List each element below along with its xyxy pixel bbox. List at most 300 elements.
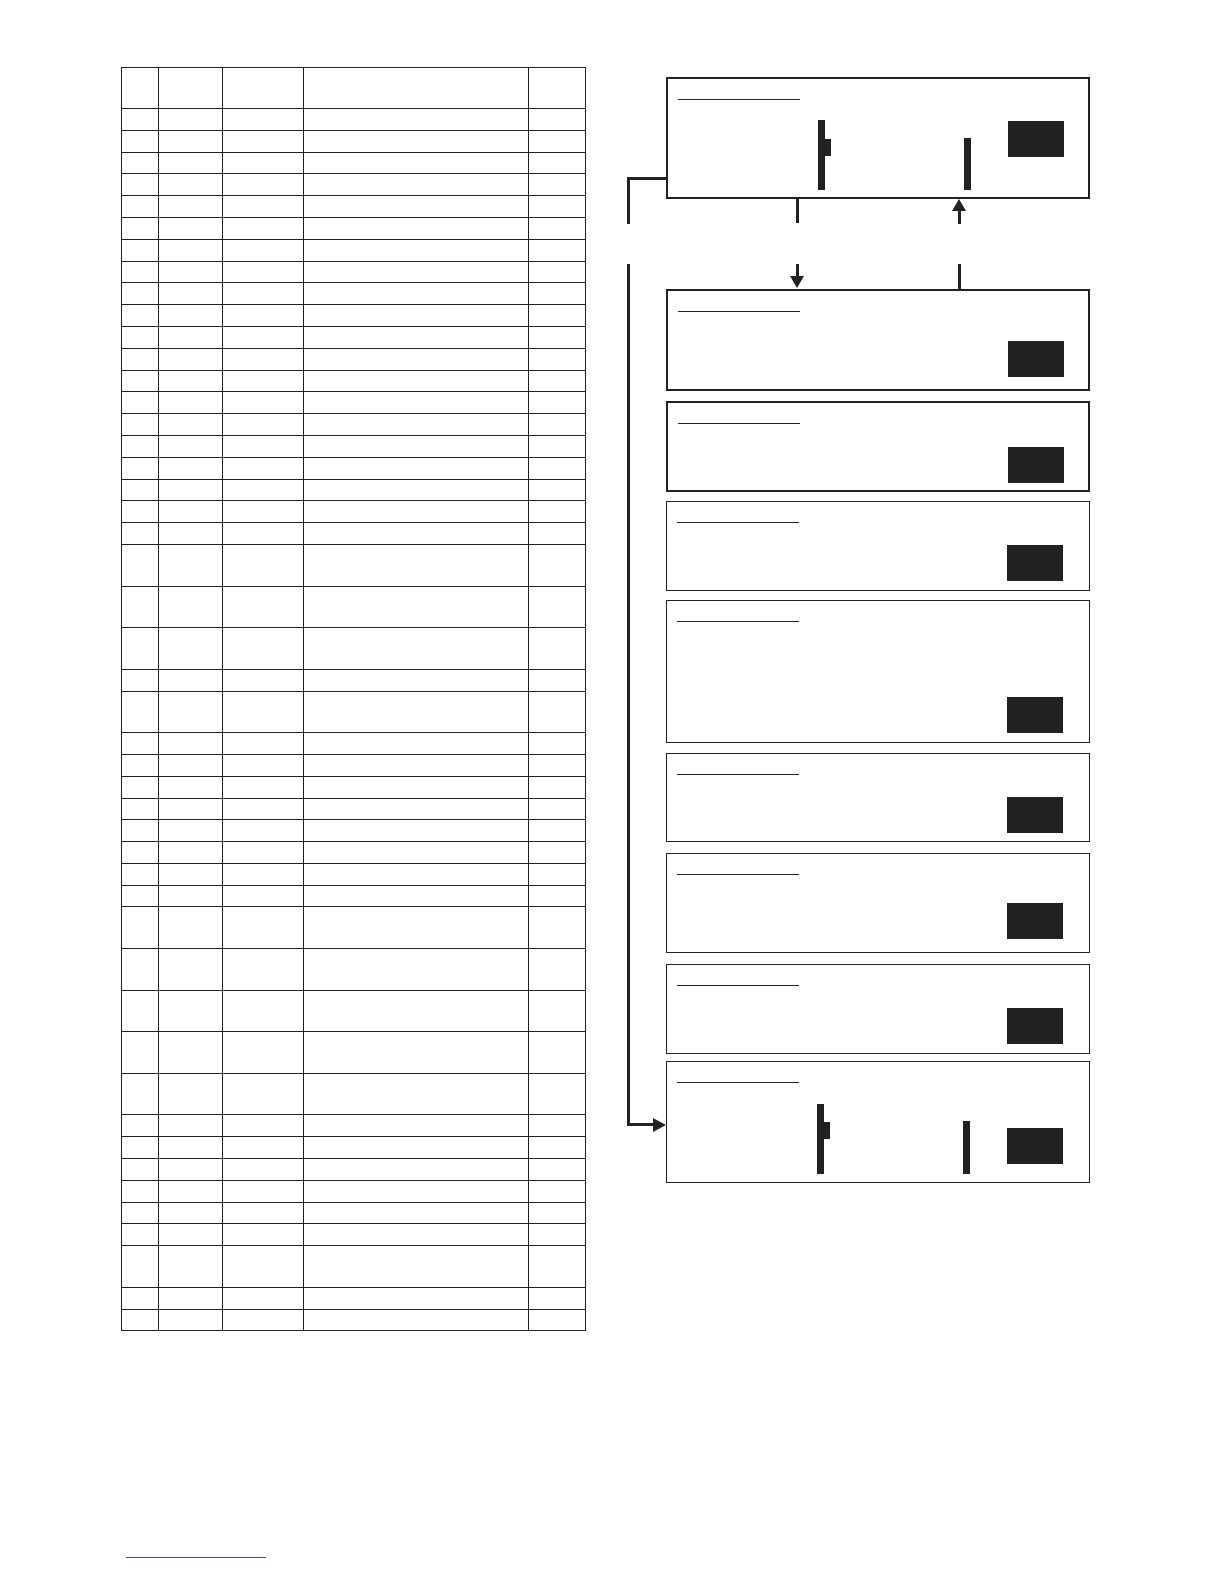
table-cell bbox=[223, 1073, 304, 1115]
table-cell bbox=[529, 1246, 586, 1288]
table-cell bbox=[159, 479, 223, 501]
table-cell bbox=[304, 628, 529, 670]
table-cell bbox=[122, 776, 159, 798]
panel-display-box bbox=[1007, 545, 1063, 581]
table-cell bbox=[223, 348, 304, 370]
table-cell bbox=[223, 1159, 304, 1181]
table-cell bbox=[223, 435, 304, 457]
table-cell bbox=[159, 754, 223, 776]
connector-down-line bbox=[796, 199, 799, 223]
table-cell bbox=[223, 261, 304, 283]
table-cell bbox=[304, 109, 529, 131]
table-cell bbox=[223, 414, 304, 436]
table-cell bbox=[304, 523, 529, 545]
table-cell bbox=[529, 798, 586, 820]
table-row bbox=[122, 907, 586, 949]
table-cell bbox=[304, 798, 529, 820]
table-cell bbox=[529, 669, 586, 691]
panel-display-box bbox=[1007, 1128, 1063, 1164]
table-row bbox=[122, 1073, 586, 1115]
table-cell bbox=[304, 669, 529, 691]
bracket-bottom-horizontal bbox=[627, 1123, 655, 1126]
table-row bbox=[122, 1224, 586, 1246]
table-cell bbox=[122, 196, 159, 218]
table-row bbox=[122, 628, 586, 670]
table-cell bbox=[529, 196, 586, 218]
table-row bbox=[122, 1159, 586, 1181]
header-cell bbox=[223, 68, 304, 109]
table-cell bbox=[223, 733, 304, 755]
panel-display-box bbox=[1007, 797, 1063, 833]
table-cell bbox=[529, 217, 586, 239]
table-row bbox=[122, 885, 586, 907]
table-cell bbox=[122, 479, 159, 501]
table-cell bbox=[159, 239, 223, 261]
table-cell bbox=[159, 990, 223, 1032]
table-cell bbox=[159, 628, 223, 670]
table-cell bbox=[122, 283, 159, 305]
table-cell bbox=[159, 174, 223, 196]
table-cell bbox=[122, 523, 159, 545]
table-header-row bbox=[122, 68, 586, 109]
table-cell bbox=[223, 196, 304, 218]
connector-up-line bbox=[958, 210, 961, 224]
table-cell bbox=[529, 283, 586, 305]
table-row bbox=[122, 326, 586, 348]
table-cell bbox=[159, 544, 223, 586]
table-cell bbox=[122, 1137, 159, 1159]
indicator-bar-left bbox=[817, 1104, 824, 1174]
panel-title-rule bbox=[678, 311, 800, 312]
table-cell bbox=[529, 174, 586, 196]
table-cell bbox=[159, 1159, 223, 1181]
table-cell bbox=[304, 174, 529, 196]
table-row bbox=[122, 152, 586, 174]
table-cell bbox=[159, 907, 223, 949]
table-cell bbox=[122, 586, 159, 628]
table-cell bbox=[122, 754, 159, 776]
table-cell bbox=[159, 1032, 223, 1074]
table-cell bbox=[122, 414, 159, 436]
table-cell bbox=[122, 842, 159, 864]
table-row bbox=[122, 501, 586, 523]
panel-title-rule bbox=[678, 423, 800, 424]
table-cell bbox=[159, 1224, 223, 1246]
table-cell bbox=[529, 885, 586, 907]
table-cell bbox=[122, 1032, 159, 1074]
panel-display-box bbox=[1008, 121, 1064, 157]
table-cell bbox=[304, 1032, 529, 1074]
table-cell bbox=[529, 457, 586, 479]
table-cell bbox=[159, 798, 223, 820]
table-cell bbox=[304, 239, 529, 261]
table-cell bbox=[159, 283, 223, 305]
table-cell bbox=[304, 863, 529, 885]
table-cell bbox=[304, 907, 529, 949]
table-cell bbox=[122, 370, 159, 392]
panel-title-rule bbox=[677, 774, 799, 775]
header-cell bbox=[304, 68, 529, 109]
footer-link-rule bbox=[126, 1557, 266, 1558]
table-cell bbox=[223, 754, 304, 776]
table-cell bbox=[122, 305, 159, 327]
table-row bbox=[122, 1309, 586, 1331]
table-cell bbox=[529, 479, 586, 501]
table-cell bbox=[159, 1246, 223, 1288]
table-cell bbox=[529, 1032, 586, 1074]
table-cell bbox=[122, 669, 159, 691]
table-cell bbox=[122, 949, 159, 991]
table-cell bbox=[529, 1309, 586, 1331]
table-cell bbox=[122, 1073, 159, 1115]
table-cell bbox=[122, 457, 159, 479]
table-cell bbox=[529, 501, 586, 523]
table-cell bbox=[223, 217, 304, 239]
table-row bbox=[122, 174, 586, 196]
table-cell bbox=[122, 1202, 159, 1224]
table-cell bbox=[223, 501, 304, 523]
table-cell bbox=[304, 326, 529, 348]
table-row bbox=[122, 130, 586, 152]
table-cell bbox=[304, 261, 529, 283]
table-cell bbox=[159, 1180, 223, 1202]
table-cell bbox=[159, 261, 223, 283]
table-cell bbox=[529, 842, 586, 864]
table-cell bbox=[159, 501, 223, 523]
table-cell bbox=[159, 1309, 223, 1331]
table-cell bbox=[304, 1224, 529, 1246]
table-cell bbox=[122, 820, 159, 842]
table-row bbox=[122, 733, 586, 755]
panel-6 bbox=[666, 753, 1090, 842]
bracket-main-vertical bbox=[627, 264, 630, 1126]
table-cell bbox=[223, 669, 304, 691]
table-cell bbox=[159, 1115, 223, 1137]
table-row bbox=[122, 370, 586, 392]
panel-display-box bbox=[1008, 341, 1064, 377]
table-cell bbox=[529, 820, 586, 842]
table-cell bbox=[529, 733, 586, 755]
table-cell bbox=[223, 885, 304, 907]
table-cell bbox=[529, 109, 586, 131]
table-cell bbox=[304, 885, 529, 907]
table-cell bbox=[223, 523, 304, 545]
table-cell bbox=[159, 457, 223, 479]
panel-2 bbox=[666, 289, 1090, 391]
table-cell bbox=[122, 863, 159, 885]
table-cell bbox=[223, 1202, 304, 1224]
table-cell bbox=[159, 1073, 223, 1115]
table-row bbox=[122, 669, 586, 691]
indicator-bar-left bbox=[818, 120, 825, 190]
panel-3 bbox=[666, 401, 1090, 492]
table-row bbox=[122, 754, 586, 776]
table-cell bbox=[529, 370, 586, 392]
panel-5 bbox=[666, 600, 1090, 743]
panel-9 bbox=[666, 1061, 1090, 1183]
table-cell bbox=[304, 414, 529, 436]
table-cell bbox=[304, 305, 529, 327]
table-cell bbox=[529, 949, 586, 991]
table-cell bbox=[223, 392, 304, 414]
table-cell bbox=[304, 217, 529, 239]
table-cell bbox=[223, 544, 304, 586]
panel-7 bbox=[666, 853, 1090, 953]
table-cell bbox=[159, 414, 223, 436]
table-cell bbox=[529, 863, 586, 885]
panel-1 bbox=[666, 77, 1090, 199]
table-cell bbox=[159, 523, 223, 545]
table-cell bbox=[304, 348, 529, 370]
table-cell bbox=[159, 109, 223, 131]
table-cell bbox=[159, 392, 223, 414]
table-cell bbox=[159, 820, 223, 842]
table-cell bbox=[159, 949, 223, 991]
table-cell bbox=[122, 798, 159, 820]
table-cell bbox=[223, 1137, 304, 1159]
table-row bbox=[122, 990, 586, 1032]
panel-title-rule bbox=[677, 985, 799, 986]
table-cell bbox=[122, 109, 159, 131]
table-cell bbox=[122, 174, 159, 196]
table-cell bbox=[529, 544, 586, 586]
table-cell bbox=[223, 1246, 304, 1288]
table-row bbox=[122, 217, 586, 239]
table-cell bbox=[159, 305, 223, 327]
table-cell bbox=[304, 1246, 529, 1288]
table-cell bbox=[304, 501, 529, 523]
table-row bbox=[122, 261, 586, 283]
table-cell bbox=[304, 733, 529, 755]
table-row bbox=[122, 392, 586, 414]
table-row bbox=[122, 457, 586, 479]
arrow-right-icon bbox=[653, 1118, 666, 1132]
table-cell bbox=[122, 217, 159, 239]
table-cell bbox=[122, 544, 159, 586]
table-cell bbox=[223, 820, 304, 842]
table-cell bbox=[159, 1287, 223, 1309]
panel-title-rule bbox=[677, 874, 799, 875]
table-cell bbox=[529, 239, 586, 261]
table-cell bbox=[223, 863, 304, 885]
table-cell bbox=[223, 370, 304, 392]
table-cell bbox=[529, 261, 586, 283]
table-cell bbox=[304, 842, 529, 864]
table-cell bbox=[304, 479, 529, 501]
table-cell bbox=[529, 1159, 586, 1181]
table-cell bbox=[122, 1287, 159, 1309]
table-row bbox=[122, 798, 586, 820]
table-cell bbox=[159, 152, 223, 174]
table-cell bbox=[304, 776, 529, 798]
table-cell bbox=[223, 990, 304, 1032]
table-cell bbox=[122, 152, 159, 174]
table-cell bbox=[304, 283, 529, 305]
table-cell bbox=[122, 261, 159, 283]
table-cell bbox=[529, 130, 586, 152]
table-row bbox=[122, 348, 586, 370]
bracket-top-horizontal bbox=[627, 177, 667, 180]
table-row bbox=[122, 435, 586, 457]
table-row bbox=[122, 1032, 586, 1074]
table-cell bbox=[159, 196, 223, 218]
table-cell bbox=[159, 863, 223, 885]
panel-display-box bbox=[1008, 447, 1064, 483]
table-cell bbox=[529, 348, 586, 370]
table-cell bbox=[529, 1202, 586, 1224]
table-cell bbox=[223, 949, 304, 991]
table-cell bbox=[529, 1073, 586, 1115]
table-row bbox=[122, 1180, 586, 1202]
table-cell bbox=[304, 152, 529, 174]
table-cell bbox=[159, 1137, 223, 1159]
panel-title-rule bbox=[678, 99, 800, 100]
table-cell bbox=[304, 457, 529, 479]
table-row bbox=[122, 586, 586, 628]
table-cell bbox=[223, 239, 304, 261]
table-cell bbox=[529, 523, 586, 545]
table-row bbox=[122, 239, 586, 261]
table-cell bbox=[159, 776, 223, 798]
table-row bbox=[122, 305, 586, 327]
table-cell bbox=[529, 586, 586, 628]
table-cell bbox=[159, 691, 223, 733]
table-cell bbox=[529, 907, 586, 949]
table-cell bbox=[159, 217, 223, 239]
table-cell bbox=[122, 1246, 159, 1288]
table-cell bbox=[304, 754, 529, 776]
indicator-notch bbox=[824, 1122, 830, 1139]
table-cell bbox=[304, 1073, 529, 1115]
table-row bbox=[122, 109, 586, 131]
panel-title-rule bbox=[677, 522, 799, 523]
indicator-bar-right bbox=[964, 138, 971, 190]
table-cell bbox=[529, 776, 586, 798]
table-row bbox=[122, 863, 586, 885]
table-cell bbox=[304, 1287, 529, 1309]
table-row bbox=[122, 1202, 586, 1224]
table-cell bbox=[223, 1115, 304, 1137]
table-cell bbox=[122, 907, 159, 949]
panel-4 bbox=[666, 501, 1090, 591]
table-cell bbox=[159, 370, 223, 392]
table-row bbox=[122, 523, 586, 545]
table-cell bbox=[304, 392, 529, 414]
table-cell bbox=[159, 1202, 223, 1224]
table-cell bbox=[529, 392, 586, 414]
table-cell bbox=[159, 348, 223, 370]
table-row bbox=[122, 283, 586, 305]
table-cell bbox=[159, 586, 223, 628]
table-cell bbox=[122, 733, 159, 755]
table-cell bbox=[159, 733, 223, 755]
table-cell bbox=[223, 152, 304, 174]
table-row bbox=[122, 1115, 586, 1137]
table-cell bbox=[304, 1115, 529, 1137]
table-cell bbox=[159, 842, 223, 864]
connector-up-line-lower bbox=[958, 264, 961, 289]
table-cell bbox=[529, 1115, 586, 1137]
panel-display-box bbox=[1007, 697, 1063, 733]
table-cell bbox=[223, 1224, 304, 1246]
table-cell bbox=[304, 990, 529, 1032]
table-cell bbox=[223, 174, 304, 196]
table-cell bbox=[529, 1224, 586, 1246]
table-cell bbox=[159, 669, 223, 691]
table-cell bbox=[122, 628, 159, 670]
table-row bbox=[122, 479, 586, 501]
table-cell bbox=[304, 544, 529, 586]
table-cell bbox=[304, 1137, 529, 1159]
table-cell bbox=[159, 885, 223, 907]
table-cell bbox=[223, 628, 304, 670]
table-cell bbox=[304, 691, 529, 733]
table-cell bbox=[223, 1032, 304, 1074]
panel-display-box bbox=[1007, 903, 1063, 939]
table-cell bbox=[122, 501, 159, 523]
table-cell bbox=[223, 798, 304, 820]
table-cell bbox=[223, 842, 304, 864]
table-cell bbox=[223, 326, 304, 348]
table-row bbox=[122, 544, 586, 586]
table-cell bbox=[304, 1180, 529, 1202]
indicator-notch bbox=[825, 139, 831, 156]
indicator-bar-right bbox=[963, 1121, 970, 1174]
header-cell bbox=[122, 68, 159, 109]
table-cell bbox=[122, 1309, 159, 1331]
table-cell bbox=[223, 109, 304, 131]
table-row bbox=[122, 820, 586, 842]
table-cell bbox=[529, 152, 586, 174]
table-row bbox=[122, 414, 586, 436]
table-row bbox=[122, 949, 586, 991]
arrow-up-icon bbox=[952, 199, 966, 211]
table-cell bbox=[223, 479, 304, 501]
header-cell bbox=[159, 68, 223, 109]
table-cell bbox=[223, 305, 304, 327]
panel-title-rule bbox=[677, 1082, 799, 1083]
table-cell bbox=[529, 1180, 586, 1202]
bracket-top-vertical bbox=[627, 177, 630, 224]
table-cell bbox=[122, 1180, 159, 1202]
panel-8 bbox=[666, 964, 1090, 1054]
arrow-down-icon bbox=[790, 276, 804, 288]
table-cell bbox=[223, 1287, 304, 1309]
table-cell bbox=[223, 457, 304, 479]
table-cell bbox=[122, 990, 159, 1032]
table-cell bbox=[304, 435, 529, 457]
table-cell bbox=[529, 305, 586, 327]
table-cell bbox=[529, 990, 586, 1032]
table-row bbox=[122, 691, 586, 733]
table-cell bbox=[304, 1202, 529, 1224]
table-cell bbox=[122, 435, 159, 457]
table-cell bbox=[529, 628, 586, 670]
table-cell bbox=[304, 1309, 529, 1331]
panel-display-box bbox=[1007, 1008, 1063, 1044]
table-cell bbox=[159, 130, 223, 152]
table-cell bbox=[529, 754, 586, 776]
data-table bbox=[121, 67, 586, 1331]
table-cell bbox=[223, 1309, 304, 1331]
table-cell bbox=[122, 1115, 159, 1137]
table-cell bbox=[304, 370, 529, 392]
panel-title-rule bbox=[677, 621, 799, 622]
table-cell bbox=[529, 414, 586, 436]
table-cell bbox=[223, 691, 304, 733]
table-cell bbox=[529, 691, 586, 733]
table-row bbox=[122, 1137, 586, 1159]
